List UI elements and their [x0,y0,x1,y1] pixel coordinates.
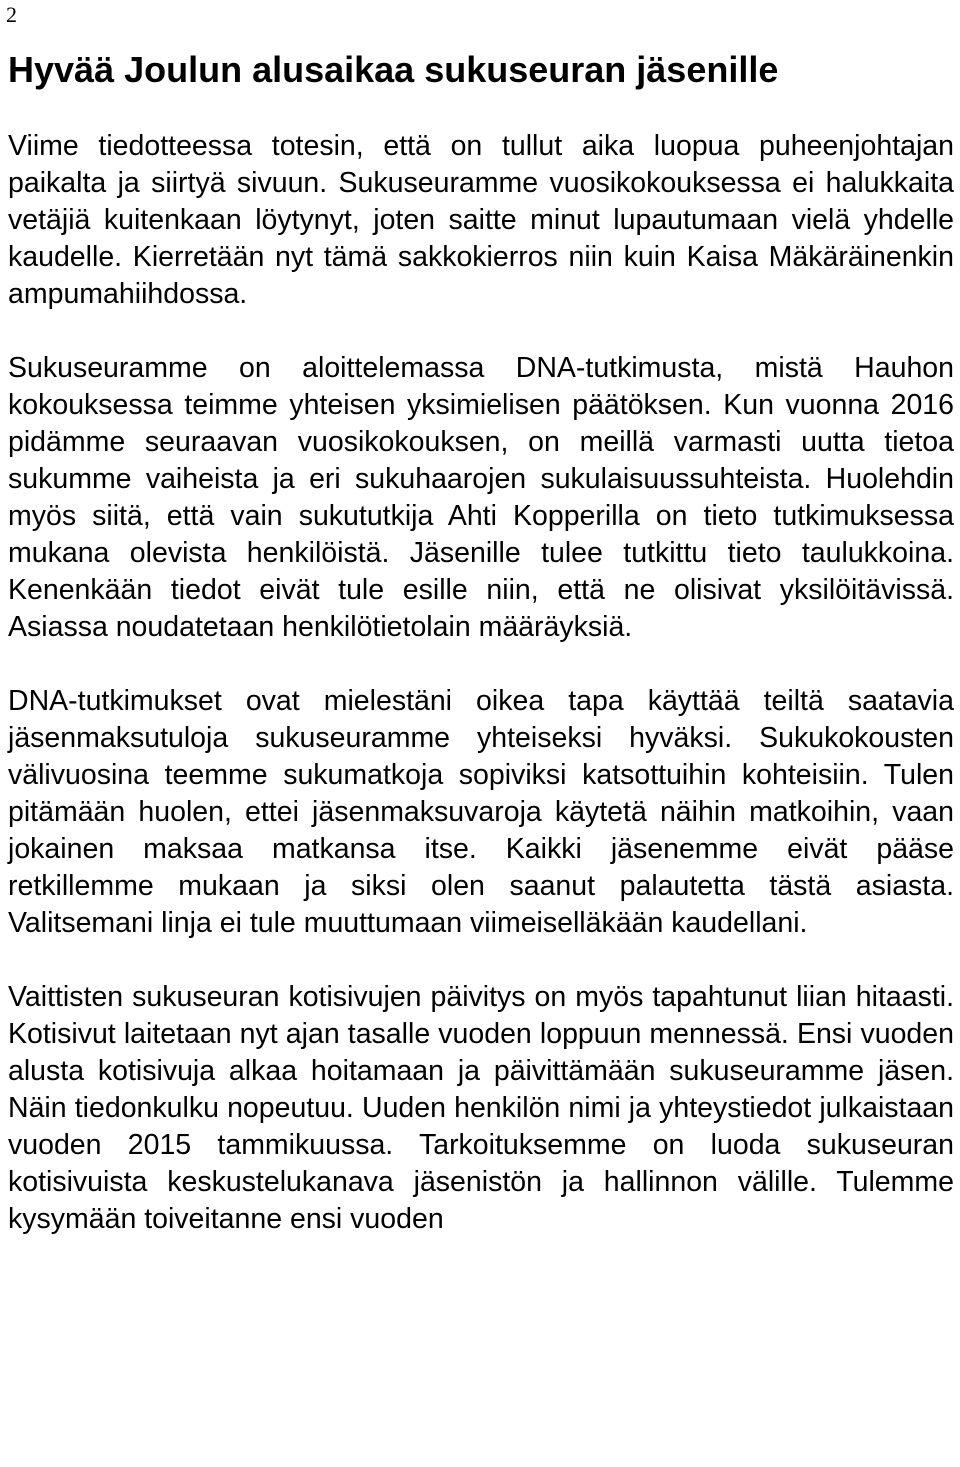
paragraph-website: Vaittisten sukuseuran kotisivujen päivitys on myös tapahtunut liian hitaasti. Kotisivut laitetaan nyt ajan tasalle vuoden loppuun mennessä. Ensi vuoden alusta kotisivuja alkaa hoitamaan ja päivittämään sukuseuramme jäsen. Näin tiedonkulku nopeutuu. Uuden henkilön nimi ja yhteystiedot julkaistaan vuoden 2015 tammikuussa. Tarkoituksemme on luoda sukuseuran kotisivuista keskustelukanava jäsenistön ja hallinnon välille. Tulemme kysymään toiveitanne ensi vuoden [8,981,954,1235]
paragraph-membership-fees: DNA-tutkimukset ovat mielestäni oikea tapa käyttää teiltä saatavia jäsenmaksutuloja sukuseuramme yhteiseksi hyväksi. Sukukokousten välivuosina teemme sukumatkoja sopiviksi katsottuihin kohteisiin. Tulen pitämään huolen, ettei jäsenmaksuvaroja käytetä näihin matkoihin, vaan jokainen maksaa matkansa itse. Kaikki jäsenemme eivät pääse retkillemme mukaan ja siksi olen saanut palautetta tästä asiasta. Valitsemani linja ei tule muuttumaan viimeiselläkään kaudellani. [8,685,954,939]
paragraph-chairman: Viime tiedotteessa totesin, että on tullut aika luopua puheenjohtajan paikalta ja siirtyä sivuun. Sukuseuramme vuosikokouksessa ei halukkaita vetäjiä kuitenkaan löytynyt, joten saitte minut lupautumaan vielä yhdelle kaudelle. Kierretään nyt tämä sakkokierros niin kuin Kaisa Mäkäräinenkin ampumahiihdossa. [8,130,954,310]
paragraph-dna-study: Sukuseuramme on aloittelemassa DNA-tutkimusta, mistä Hauhon kokouksessa teimme yhteisen yksimielisen päätöksen. Kun vuonna 2016 pidämme seuraavan vuosikokouksen, on meillä varmasti uutta tietoa sukumme vaiheista ja eri sukuhaarojen sukulaisuussuhteista. Huolehdin myös siitä, että vain sukututkija Ahti Kopperilla on tieto tutkimuksessa mukana olevista henkilöistä. Jäsenille tulee tutkittu tieto taulukkoina. Kenenkään tiedot eivät tule esille niin, että ne olisivat yksilöitävissä. Asiassa noudatetaan henkilötietolain määräyksiä. [8,352,954,643]
page-title: Hyvää Joulun alusaikaa sukuseuran jäsenille [8,49,779,90]
page-number: 2 [6,2,17,27]
article-body [8,128,954,1275]
